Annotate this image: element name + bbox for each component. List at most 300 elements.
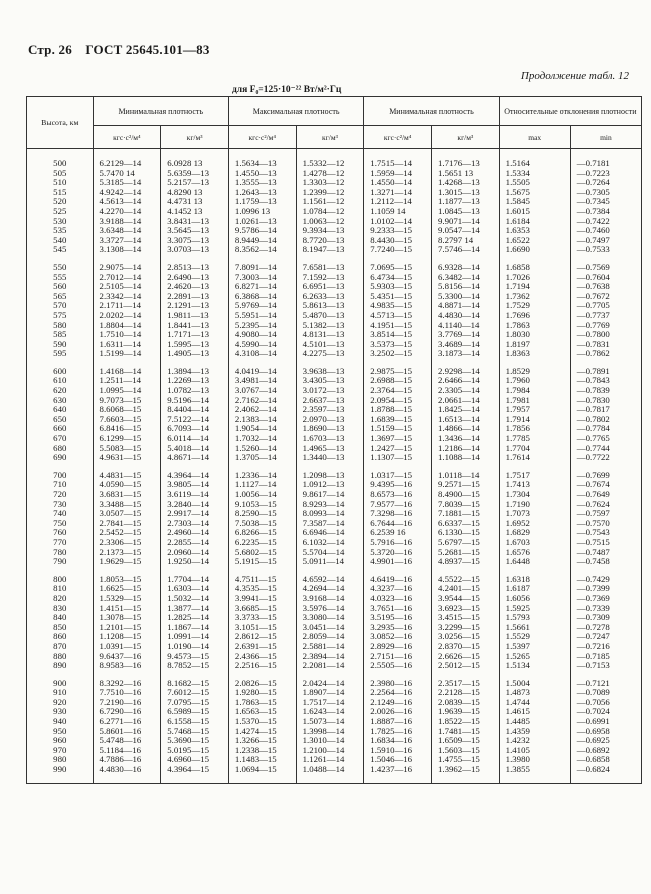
value-cell: 5.4748—16 [93,736,161,746]
value-cell: —0.7705 [570,301,641,311]
value-cell: 2.9075—14 [93,263,161,273]
value-cell: 4.1140—14 [431,321,499,331]
value-cell: 1.8529 [499,367,570,377]
value-cell: 9.4573—15 [161,652,229,662]
value-cell: 4.2694—14 [296,584,364,594]
value-cell: 1.7704—14 [161,575,229,585]
value-cell: 1.4905—13 [161,349,229,359]
value-cell: 3.6923—15 [431,604,499,614]
value-cell: 1.4550—14 [364,178,432,188]
value-cell: 1.6522 [499,236,570,246]
value-cell: 1.5334 [499,169,570,179]
value-cell: 1.4615 [499,707,570,717]
value-cell: 2.7012—14 [93,273,161,283]
value-cell: 4.7886—16 [93,755,161,765]
altitude-cell: 530 [27,217,94,227]
value-cell: 3.9941—15 [228,594,296,604]
value-cell: 4.8937—15 [431,557,499,567]
value-cell: —0.7497 [570,236,641,246]
value-cell: —0.7305 [570,188,641,198]
value-cell: 3.3075—13 [161,236,229,246]
value-cell: 1.7176—13 [431,159,499,169]
value-cell: 7.8039—15 [431,500,499,510]
value-cell: —0.7891 [570,367,641,377]
value-cell: 1.2338—15 [228,746,296,756]
value-cell: 2.6988—15 [364,376,432,386]
value-cell: 1.6576 [499,548,570,558]
value-cell: 1.7190 [499,500,570,510]
value-cell: 5.8613—13 [296,301,364,311]
value-cell: 9.1053—15 [228,500,296,510]
value-cell: —0.7345 [570,197,641,207]
value-cell: 7.3587—14 [296,519,364,529]
value-cell: 1.4873 [499,688,570,698]
value-cell: 1.2399—12 [296,188,364,198]
value-cell: 8.3562—14 [228,245,296,255]
value-cell: 1.8030 [499,330,570,340]
value-cell: 3.5976—14 [296,604,364,614]
altitude-cell: 515 [27,188,94,198]
value-cell: 5.8601—16 [93,727,161,737]
value-cell: 2.8929—16 [364,642,432,652]
value-cell: 4.2275—13 [296,349,364,359]
value-cell: 6.2771—16 [93,717,161,727]
table-row [27,765,642,775]
value-cell: 1.0488—14 [296,765,364,775]
value-cell: 1.3998—14 [296,727,364,737]
value-cell: 1.4278—12 [296,169,364,179]
value-cell: 1.3015—13 [431,188,499,198]
value-cell: 9.9071—14 [431,217,499,227]
value-cell: 1.2101—15 [93,623,161,633]
value-cell: 3.1051—15 [228,623,296,633]
value-cell: 3.5195—16 [364,613,432,623]
value-cell: —0.7339 [570,604,641,614]
value-cell: —0.6958 [570,727,641,737]
value-cell: 1.3555—13 [228,178,296,188]
value-cell: —0.6925 [570,736,641,746]
unit-kg-header: кг/м³ [296,126,364,149]
value-cell: 1.4232 [499,736,570,746]
value-cell: 5.7916—16 [364,538,432,548]
value-cell: —0.7369 [570,594,641,604]
value-cell: 3.3080—14 [296,613,364,623]
value-cell: 1.6858 [499,263,570,273]
min-header: min [570,126,641,149]
value-cell: 1.7825—16 [364,727,432,737]
value-cell: 4.9835—15 [364,301,432,311]
value-cell: 2.2081—14 [296,661,364,671]
value-cell: 6.2539 16 [364,528,432,538]
value-cell: 4.5522—15 [431,575,499,585]
value-cell: 1.3855 [499,765,570,775]
value-cell: —0.7722 [570,453,641,463]
value-cell: 5.1915—15 [228,557,296,567]
value-cell: 1.5046—16 [364,755,432,765]
value-cell: 1.5959—14 [364,169,432,179]
value-cell: 3.9168—14 [296,594,364,604]
altitude-cell: 740 [27,509,94,519]
value-cell: —0.7830 [570,396,641,406]
value-cell: 1.5032—14 [161,594,229,604]
value-cell: 6.9328—14 [431,263,499,273]
value-cell: —0.7699 [570,471,641,481]
value-cell: 7.3298—16 [364,509,432,519]
value-cell: —0.7185 [570,652,641,662]
value-cell: 4.6960—15 [161,755,229,765]
value-cell: 9.0547—14 [431,226,499,236]
value-cell: 3.0852—16 [364,632,432,642]
value-cell: 1.1877—13 [431,197,499,207]
value-cell: 6.0928 13 [161,159,229,169]
value-cell: 1.7515—14 [364,159,432,169]
value-cell: 4.5101—13 [296,340,364,350]
value-cell: 2.0839—15 [431,698,499,708]
table-continuation: Продолжение табл. 12 [520,70,629,82]
value-cell: 1.9811—13 [161,311,229,321]
value-cell: 7.6603—15 [93,415,161,425]
value-cell: 1.6952 [499,519,570,529]
value-cell: 5.4351—15 [364,292,432,302]
value-cell: 1.7981 [499,396,570,406]
value-cell: 1.1261—14 [296,755,364,765]
value-cell: 9.5196—14 [161,396,229,406]
value-cell: 4.0419—14 [228,367,296,377]
value-cell: —0.7843 [570,376,641,386]
value-cell: 6.7290—16 [93,707,161,717]
value-cell: 1.0063—12 [296,217,364,227]
value-cell: 1.5505 [499,178,570,188]
altitude-cell: 660 [27,424,94,434]
unit-kg-header: кг/м³ [431,126,499,149]
value-cell: 1.8804—14 [93,321,161,331]
value-cell: 1.3877—14 [161,604,229,614]
value-cell: 3.5645—13 [161,226,229,236]
value-cell: 1.8053—15 [93,575,161,585]
value-cell: 3.6348—14 [93,226,161,236]
value-cell: 1.9250—14 [161,557,229,567]
altitude-cell: 520 [27,197,94,207]
value-cell: 1.7171—13 [161,330,229,340]
value-cell: 7.5038—15 [228,519,296,529]
value-cell: 3.9638—13 [296,367,364,377]
value-cell: 3.6831—15 [93,490,161,500]
density-table [26,96,642,784]
value-cell: 1.3440—13 [296,453,364,463]
altitude-cell: 690 [27,453,94,463]
value-cell: 6.3868—14 [228,292,296,302]
value-cell: —0.7839 [570,386,641,396]
altitude-cell: 500 [27,159,94,169]
value-cell: 6.6951—13 [296,282,364,292]
value-cell: 1.0118—14 [431,471,499,481]
value-cell: 1.6509—15 [431,736,499,746]
value-cell: 5.9303—15 [364,282,432,292]
value-cell: 1.7304 [499,490,570,500]
value-cell: 4.4831—15 [93,471,161,481]
value-cell: 1.4359 [499,727,570,737]
value-cell: 8.6068—15 [93,405,161,415]
altitude-cell: 505 [27,169,94,179]
value-cell: —0.7264 [570,178,641,188]
value-cell: 1.3980 [499,755,570,765]
value-cell: 1.5159—15 [364,424,432,434]
value-cell: 8.2797 14 [431,236,499,246]
altitude-cell: 950 [27,727,94,737]
value-cell: 4.3237—16 [364,584,432,594]
table-row [27,557,642,567]
altitude-cell: 565 [27,292,94,302]
value-cell: 1.6834—16 [364,736,432,746]
value-cell: 1.0996 13 [228,207,296,217]
altitude-cell: 610 [27,376,94,386]
altitude-cell: 920 [27,698,94,708]
altitude-cell: 830 [27,604,94,614]
altitude-cell: 580 [27,321,94,331]
relative-deviation-header: Относительные отклонения плотности [499,97,641,126]
altitude-cell: 810 [27,584,94,594]
value-cell: 5.1184—16 [93,746,161,756]
value-cell: 1.6184 [499,217,570,227]
value-cell: 1.7960 [499,376,570,386]
altitude-cell: 780 [27,548,94,558]
unit-kgf-header: кгс·с²/м⁴ [228,126,296,149]
value-cell: 2.7841—15 [93,519,161,529]
value-cell: 1.6318 [499,575,570,585]
value-cell: 2.3342—14 [93,292,161,302]
value-cell: 3.2840—14 [161,500,229,510]
value-cell: 2.0960—14 [161,548,229,558]
unit-kgf-header: кгс·с²/м⁴ [93,126,161,149]
value-cell: 4.6592—14 [296,575,364,585]
value-cell: 2.3894—14 [296,652,364,662]
value-cell: 1.8425—14 [431,405,499,415]
altitude-cell: 900 [27,679,94,689]
value-cell: 1.9629—15 [93,557,161,567]
value-cell: 3.2935—16 [364,623,432,633]
value-cell: 8.0993—14 [296,509,364,519]
value-cell: 3.4689—14 [431,340,499,350]
value-cell: 2.0661—14 [431,396,499,406]
value-cell: 2.4062—14 [228,405,296,415]
value-cell: 4.8871—14 [431,301,499,311]
value-cell: 1.5134 [499,661,570,671]
value-cell: 3.3488—15 [93,500,161,510]
value-cell: 4.5613—14 [93,197,161,207]
value-cell: —0.7309 [570,613,641,623]
value-cell: 5.7470 14 [93,169,161,179]
table-row [27,245,642,255]
value-cell: 4.9242—14 [93,188,161,198]
value-cell: 1.4274—15 [228,727,296,737]
value-cell: 1.0845—13 [431,207,499,217]
value-cell: 1.5910—16 [364,746,432,756]
value-cell: 9.5786—14 [228,226,296,236]
value-cell: 1.6829 [499,528,570,538]
value-cell: 2.7151—16 [364,652,432,662]
value-cell: 1.5529 [499,632,570,642]
value-cell: 1.8907—14 [296,688,364,698]
value-cell: 9.2333—15 [364,226,432,236]
value-cell: 1.5603—15 [431,746,499,756]
value-cell: —0.6824 [570,765,641,775]
value-cell: —0.7181 [570,159,641,169]
value-cell: 1.3697—15 [364,434,432,444]
unit-kg-header: кг/м³ [161,126,229,149]
value-cell: 5.5704—14 [296,548,364,558]
value-cell: 2.1383—14 [228,415,296,425]
value-cell: 3.5373—15 [364,340,432,350]
value-cell: 1.3271—14 [364,188,432,198]
value-cell: 2.1373—15 [93,548,161,558]
value-cell: 1.7984 [499,386,570,396]
value-cell: 3.0703—13 [161,245,229,255]
value-cell: —0.7458 [570,557,641,567]
value-cell: —0.7765 [570,434,641,444]
value-cell: 4.3964—14 [161,471,229,481]
value-cell: 1.5004 [499,679,570,689]
value-cell: 1.1088—14 [431,453,499,463]
altitude-cell: 670 [27,434,94,444]
value-cell: —0.7744 [570,444,641,454]
value-cell: 5.2395—14 [228,321,296,331]
value-cell: 4.5713—15 [364,311,432,321]
value-cell: 1.6563—15 [228,707,296,717]
value-cell: 5.3690—15 [161,736,229,746]
value-cell: 1.5661 [499,623,570,633]
value-cell: 4.0323—16 [364,594,432,604]
value-cell: 4.1452 13 [161,207,229,217]
page-number: Стр. 26 [28,42,72,57]
value-cell: 3.0256—15 [431,632,499,642]
altitude-cell: 575 [27,311,94,321]
value-cell: 7.7240—15 [364,245,432,255]
value-cell: 4.7511—15 [228,575,296,585]
value-cell: 5.8156—14 [431,282,499,292]
value-cell: 1.3894—13 [161,367,229,377]
value-cell: 1.4744 [499,698,570,708]
altitude-cell: 970 [27,746,94,756]
value-cell: 1.4965—13 [296,444,364,454]
value-cell: 1.8690—13 [296,424,364,434]
value-cell: 3.1308—14 [93,245,161,255]
value-cell: 1.6187 [499,584,570,594]
altitude-cell: 545 [27,245,94,255]
value-cell: 8.4430—15 [364,236,432,246]
altitude-cell: 710 [27,480,94,490]
altitude-cell: 870 [27,642,94,652]
altitude-cell: 600 [27,367,94,377]
value-cell: 4.4731 13 [161,197,229,207]
value-cell: 1.4168—14 [93,367,161,377]
value-cell: 1.6839—15 [364,415,432,425]
altitude-cell: 850 [27,623,94,633]
value-cell: 2.5012—15 [431,661,499,671]
value-cell: —0.7624 [570,500,641,510]
value-cell: 8.7852—15 [161,661,229,671]
value-cell: 1.1208—15 [93,632,161,642]
value-cell: 8.3292—16 [93,679,161,689]
value-cell: 1.9054—14 [228,424,296,434]
value-cell: 1.7517—14 [296,698,364,708]
value-cell: 2.1711—14 [93,301,161,311]
value-cell: 1.6243—14 [296,707,364,717]
value-cell: 2.3305—14 [431,386,499,396]
value-cell: 1.7863 [499,321,570,331]
unit-kgf-header: кгс·с²/м⁴ [364,126,432,149]
value-cell: —0.7056 [570,698,641,708]
altitude-cell: 800 [27,575,94,585]
altitude-cell: 510 [27,178,94,188]
value-cell: 1.0782—13 [161,386,229,396]
value-cell: 7.0795—15 [161,698,229,708]
value-cell: 8.9449—14 [228,236,296,246]
value-cell: 4.4830—14 [431,311,499,321]
value-cell: 3.9188—14 [93,217,161,227]
value-cell: 4.3535—15 [228,584,296,594]
value-cell: —0.7422 [570,217,641,227]
max-header: max [499,126,570,149]
value-cell: 1.6056 [499,594,570,604]
table-row [27,661,642,671]
value-cell: 1.2643—13 [228,188,296,198]
value-cell: 2.0026—16 [364,707,432,717]
value-cell: 1.7510—14 [93,330,161,340]
value-cell: 9.7073—15 [93,396,161,406]
value-cell: 5.4870—13 [296,311,364,321]
value-cell: —0.7223 [570,169,641,179]
value-cell: 1.9280—15 [228,688,296,698]
value-cell: 3.8431—13 [161,217,229,227]
value-cell: 4.1951—15 [364,321,432,331]
value-cell: 1.4151—15 [93,604,161,614]
value-cell: 1.5793 [499,613,570,623]
value-cell: 1.0056—14 [228,490,296,500]
value-cell: 1.4866—14 [431,424,499,434]
value-cell: 2.8612—15 [228,632,296,642]
value-cell: 1.6353 [499,226,570,236]
value-cell: 3.9805—14 [161,480,229,490]
value-cell: 1.5073—14 [296,717,364,727]
value-cell: 1.2825—14 [161,613,229,623]
altitude-cell: 720 [27,490,94,500]
altitude-cell: 930 [27,707,94,717]
altitude-cell: 770 [27,538,94,548]
value-cell: 4.2401—15 [431,584,499,594]
value-cell: —0.7769 [570,321,641,331]
value-cell: 5.6797—15 [431,538,499,548]
altitude-cell: 940 [27,717,94,727]
value-cell: 1.3962—15 [431,765,499,775]
value-cell: 1.0261—13 [228,217,296,227]
value-cell: 1.2269—13 [161,376,229,386]
value-cell: —0.7817 [570,405,641,415]
altitude-cell: 570 [27,301,94,311]
value-cell: 2.6466—14 [431,376,499,386]
value-cell: 1.5925 [499,604,570,614]
value-cell: 7.9577—16 [364,500,432,510]
value-cell: —0.7638 [570,282,641,292]
value-cell: 2.1291—13 [161,301,229,311]
altitude-cell: 540 [27,236,94,246]
value-cell: —0.7672 [570,292,641,302]
value-cell: —0.7247 [570,632,641,642]
altitude-cell: 910 [27,688,94,698]
value-cell: 5.2681—15 [431,548,499,558]
value-cell: 7.5122—14 [161,415,229,425]
value-cell: 8.4404—14 [161,405,229,415]
altitude-cell: 790 [27,557,94,567]
